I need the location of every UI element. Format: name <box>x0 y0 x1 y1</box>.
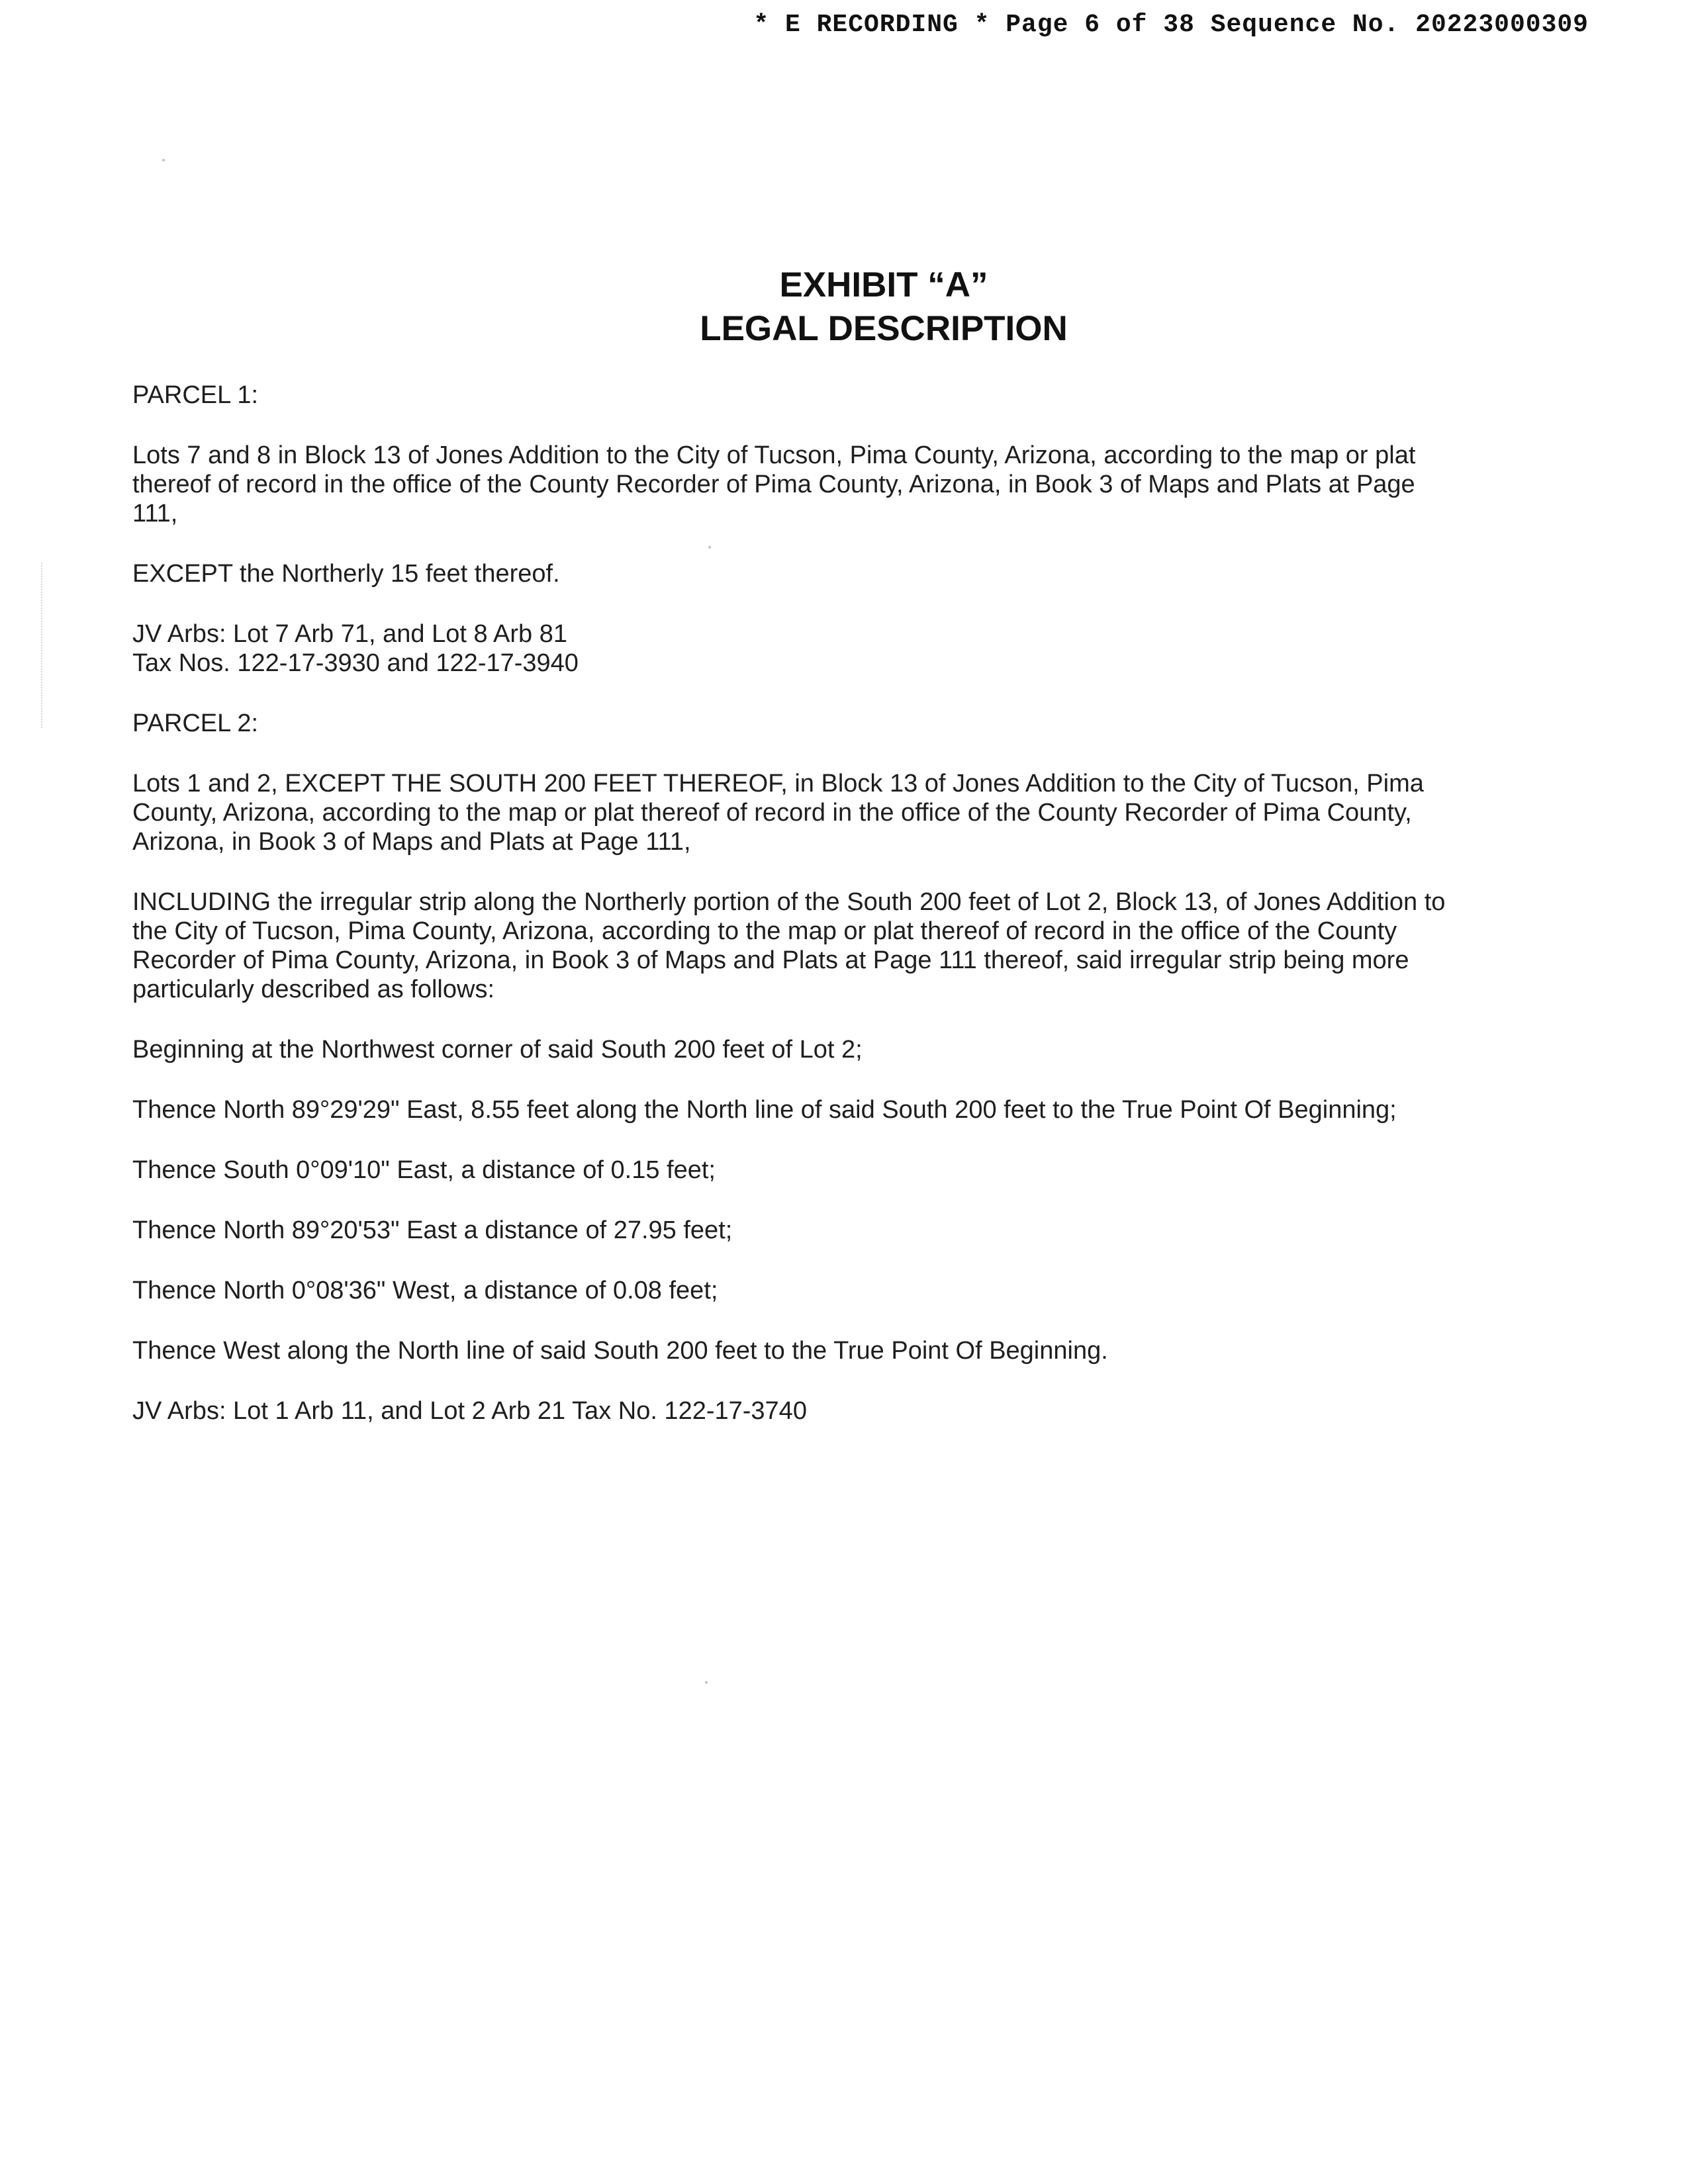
scan-speck <box>162 159 165 161</box>
legal-description-body <box>132 381 1536 1457</box>
exhibit-title-line1: EXHIBIT “A” <box>779 265 988 304</box>
parcel2-call: Thence North 89°20'53" East a distance of 27.95 feet; <box>132 1216 733 1244</box>
parcel2-call: Thence West along the North line of said South 200 feet to the True Point Of Beginning. <box>132 1337 1108 1365</box>
parcel2-including-line: the City of Tucson, Pima County, Arizona, according to the map or plat thereof of record in the office of the County <box>132 917 1397 945</box>
exhibit-title <box>0 263 1688 351</box>
parcel2-call: Thence South 0°09'10" East, a distance of 0.15 feet; <box>132 1156 716 1184</box>
parcel2-description-line: Arizona, in Book 3 of Maps and Plats at Page 111, <box>132 828 691 856</box>
parcel2-call: Beginning at the Northwest corner of said South 200 feet of Lot 2; <box>132 1036 863 1064</box>
parcel1-description-line: Lots 7 and 8 in Block 13 of Jones Addition to the City of Tucson, Pima County, Arizona, according to the map or plat <box>132 441 1416 469</box>
parcel1-jv-arbs: JV Arbs: Lot 7 Arb 71, and Lot 8 Arb 81 <box>132 620 568 648</box>
parcel2-including <box>132 887 1536 1004</box>
parcel1-tax-nos: Tax Nos. 122-17-3930 and 122-17-3940 <box>132 649 579 677</box>
parcel1-identifiers <box>132 619 1536 678</box>
parcel2-call: Thence North 89°29'29" East, 8.55 feet along the North line of said South 200 feet to the True Point Of Beginning; <box>132 1096 1397 1124</box>
parcel1-heading: PARCEL 1: <box>132 381 259 409</box>
margin-marks <box>41 563 45 728</box>
scan-speck <box>705 1681 708 1684</box>
parcel2-description-line: Lots 1 and 2, EXCEPT THE SOUTH 200 FEET THEREOF, in Block 13 of Jones Addition to the City of Tucson, Pima <box>132 770 1424 797</box>
parcel1-description-line: thereof of record in the office of the County Recorder of Pima County, Arizona, in Book 3 of Maps and Plats at Page <box>132 471 1415 498</box>
exhibit-title-line2: LEGAL DESCRIPTION <box>700 309 1068 348</box>
parcel2-including-line: Recorder of Pima County, Arizona, in Book 3 of Maps and Plats at Page 111 thereof, said irregular strip being more <box>132 946 1409 974</box>
parcel1-description-line: 111, <box>132 500 178 527</box>
parcel1-exception: EXCEPT the Northerly 15 feet thereof. <box>132 560 560 588</box>
parcel2-description <box>132 769 1536 856</box>
parcel2-description-line: County, Arizona, according to the map or plat thereof of record in the office of the County Recorder of Pima County, <box>132 799 1412 827</box>
parcel2-including-line: particularly described as follows: <box>132 976 495 1003</box>
parcel2-heading: PARCEL 2: <box>132 709 259 737</box>
parcel1-description <box>132 441 1536 528</box>
recording-stamp: * E RECORDING * Page 6 of 38 Sequence No. 20223000309 <box>753 11 1589 39</box>
parcel2-call: Thence North 0°08'36" West, a distance of 0.08 feet; <box>132 1277 718 1304</box>
parcel2-including-line: INCLUDING the irregular strip along the Northerly portion of the South 200 feet of Lot 2, Block 13, of Jones Addition to <box>132 888 1446 916</box>
parcel2-jv-arbs-tax: JV Arbs: Lot 1 Arb 11, and Lot 2 Arb 21 Tax No. 122-17-3740 <box>132 1397 807 1425</box>
